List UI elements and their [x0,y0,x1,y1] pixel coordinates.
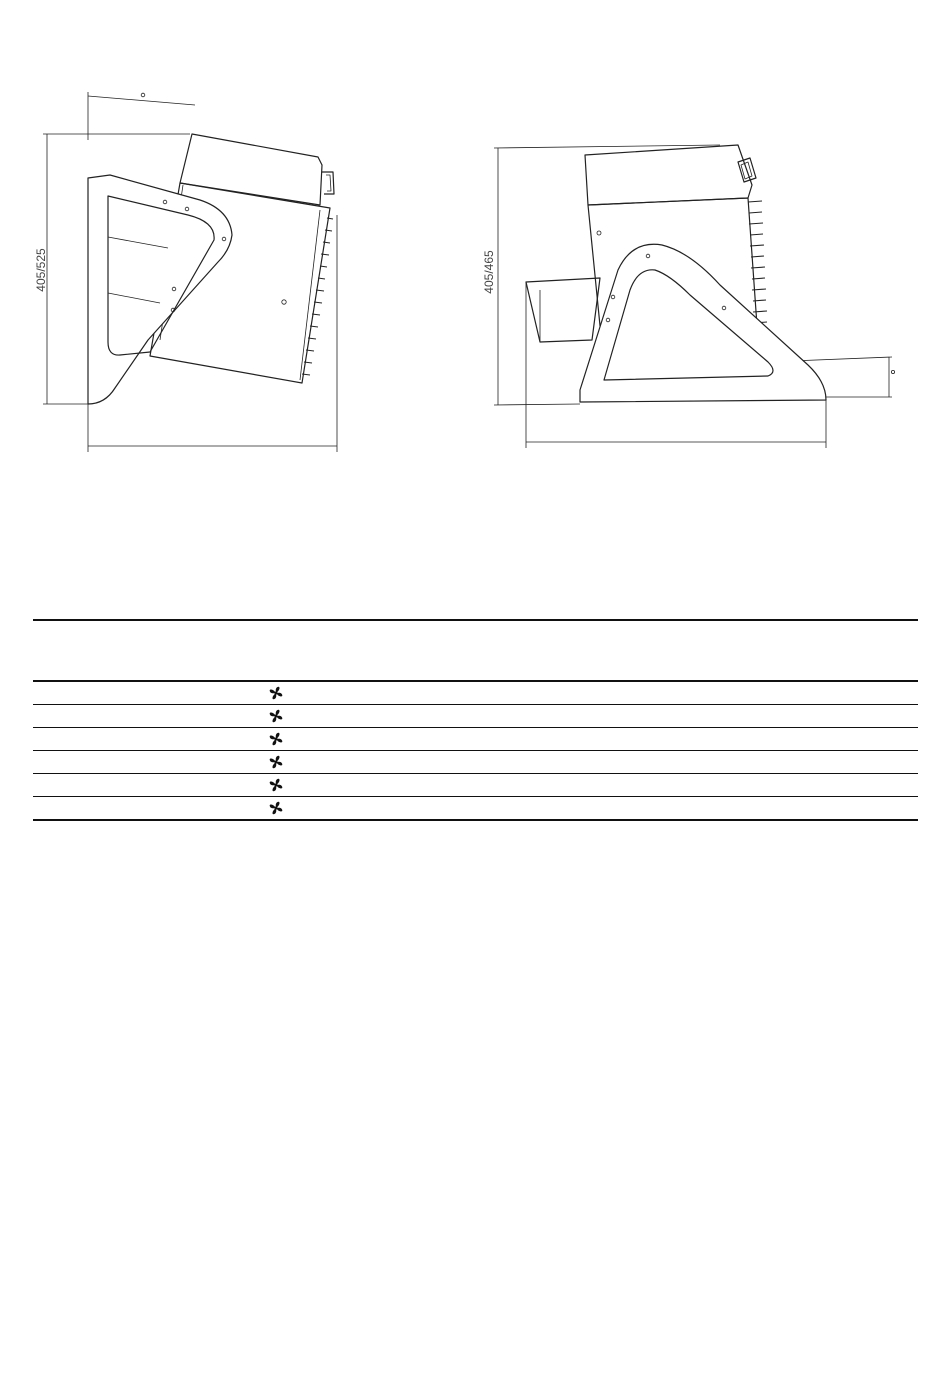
table-header-cell [829,620,918,681]
table-cell [33,797,155,821]
table-cell [587,751,757,774]
table-cell [155,751,269,774]
table-header-cell [269,620,587,681]
fan-icon [269,755,283,769]
table-cell [829,705,918,728]
table-cell [33,705,155,728]
table-cell [33,728,155,751]
table-cell [155,774,269,797]
right-height-dimension: 405/465 [482,250,496,294]
table-cell [587,728,757,751]
fan-icon [269,732,283,746]
left-height-dimension: 405/525 [34,248,48,292]
fan-icon [269,686,283,700]
table-header-row [33,620,918,681]
table-cell [829,728,918,751]
table-cell [757,774,829,797]
table-cell [757,751,829,774]
fan-icon [269,709,283,723]
table-cell [587,705,757,728]
table-cell [155,797,269,821]
table-row [33,774,918,797]
table-cell [155,728,269,751]
table-cell [829,797,918,821]
table-header-cell [757,620,829,681]
fan-cell [269,774,587,797]
table-row [33,751,918,774]
table-cell [587,797,757,821]
table-row [33,728,918,751]
technical-drawing [0,0,950,480]
table-row [33,681,918,705]
table-header-cell [33,620,155,681]
table-cell [829,681,918,705]
fan-cell [269,728,587,751]
table-cell [757,681,829,705]
table-header-cell [587,620,757,681]
table-cell [33,681,155,705]
fan-cell [269,797,587,821]
spec-table [33,619,918,821]
fan-cell [269,681,587,705]
table-row [33,705,918,728]
table-cell [155,705,269,728]
table-cell [155,681,269,705]
table-cell [33,751,155,774]
table-cell [829,751,918,774]
table-header-cell [155,620,269,681]
right-side-view [494,145,895,448]
fan-icon [269,801,283,815]
left-side-view [43,92,337,452]
table-cell [757,728,829,751]
table-cell [757,797,829,821]
fan-cell [269,705,587,728]
fan-icon [269,778,283,792]
table-cell [33,774,155,797]
table-cell [757,705,829,728]
table-cell [587,774,757,797]
table-cell [587,681,757,705]
table-row [33,797,918,821]
table-cell [829,774,918,797]
fan-cell [269,751,587,774]
